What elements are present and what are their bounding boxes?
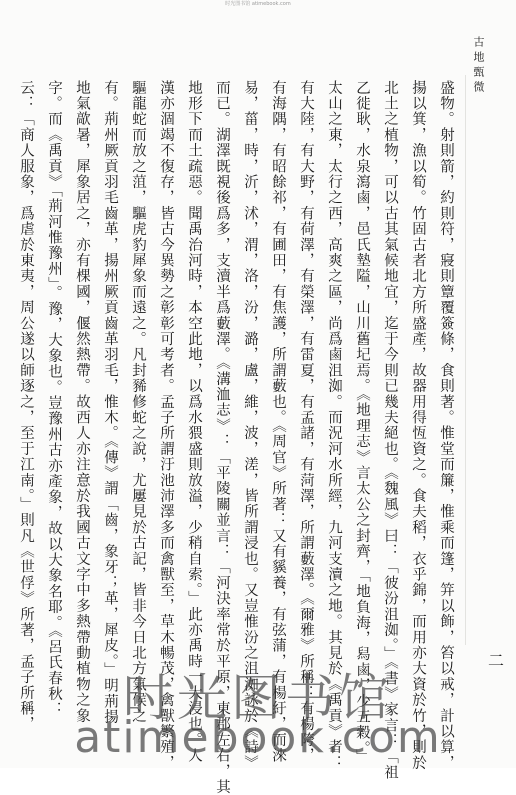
- text-column-9: 而已。湖澤既視後爲多，支瀆半爲藪澤。《溝洫志》：「平陵關並言：「河決率常於平原，東郡左右，其: [214, 80, 230, 795]
- watermark-line-1: 时光图书馆: [123, 669, 393, 727]
- text-column-16: 云：「商人服象，爲虐於東夷，周公遂以師逐之，至于江南。」則凡《世俘》所著，孟子所稱，: [18, 80, 34, 733]
- text-column-1: 盛物。射則箭，約則符，寢則簟覆簽條，食則著。惟堂而簾，惟乘而篷，笄以飾，笞以戒，計以算，: [438, 80, 454, 771]
- text-column-12: 驅龍蛇而放之菹，驅虎豹犀象而遠之。凡封豨修蛇之說，尤屢見於古記，皆非今日北方氣候之: [130, 80, 146, 724]
- text-column-4: 乙徙耿，水泉瀉鹵，邑氏墊隘，山川舊圮焉。《地理志》言太公之封齊，「地負海，舄鹵，少五穀。」: [354, 80, 370, 765]
- text-column-15: 字。而《禹貢》「荊河惟豫州」。豫，大象也。豈豫州古亦產象，故以大象名耶。《呂氏春秋：: [46, 80, 62, 718]
- text-column-6: 有大陸，有大野，有荷澤，有榮澤，有雷夏，有孟諸，有菏澤，所謂藪澤。《爾雅》所稱：有楊陓，: [298, 80, 314, 764]
- margin-divider: [465, 75, 466, 645]
- page-number: 二: [488, 651, 505, 670]
- text-column-8: 易，菑，時，沂，沭，渭，洛，汾，潞，盧，維，波，溠，皆所謂浸也。又豈惟汾之沮洳詠於《詩》: [242, 80, 258, 771]
- text-column-7: 有海隅，有昭餘祁，有圃田，有焦護，所謂藪也。《周官》所著：又有貕養，有弦蒲，有楊紆，而淶: [270, 80, 286, 764]
- text-column-10: 地形下而土疏惡。聞禹治河時，本空此地，以爲水猥盛則放溢，少稍自索。」此亦禹時一大浸也。人: [186, 80, 202, 764]
- text-column-3: 北土之植物，可以古其氣候地宜，迄于今則已幾夫絕也。《魏風》曰：「彼汾沮洳。」《書》家言：「祖: [382, 80, 398, 781]
- text-column-2: 揚以箕，漁以筍。竹固古者北方所盛產，故器用得恆資之。食夫稻，衣乎錦，而用亦大資於竹，則於: [410, 80, 426, 771]
- text-column-11: 漢亦涸竭不復存，皆古今異勢之彰彰可考者。孟子所謂汙池沛澤多而禽獸至，草木暢茂，禽獸繁殖，: [158, 80, 174, 771]
- running-head: 古地甄微: [472, 36, 485, 96]
- watermark-line-2: atimebook.com: [74, 712, 442, 763]
- top-strip-text: 时光图书馆 atimebook.com: [225, 1, 291, 7]
- text-column-13: 有。荊州厥貢羽毛齒革，揚州厥貢齒革羽毛，惟木。《傳》謂「齒，象牙；革，犀皮。」明荊揚: [102, 80, 118, 725]
- text-column-5: 太山之東，太行之西，高爽之區，尚爲鹵沮洳。而況河水所經，九河支瀆之地。其見於《禹貢》者：: [326, 80, 342, 771]
- text-column-14: 地氣歊暑，犀象居之，亦有棵國，偃然熱帶。故西人亦注意於我國古文字中多熱帶動植物之象: [74, 80, 90, 724]
